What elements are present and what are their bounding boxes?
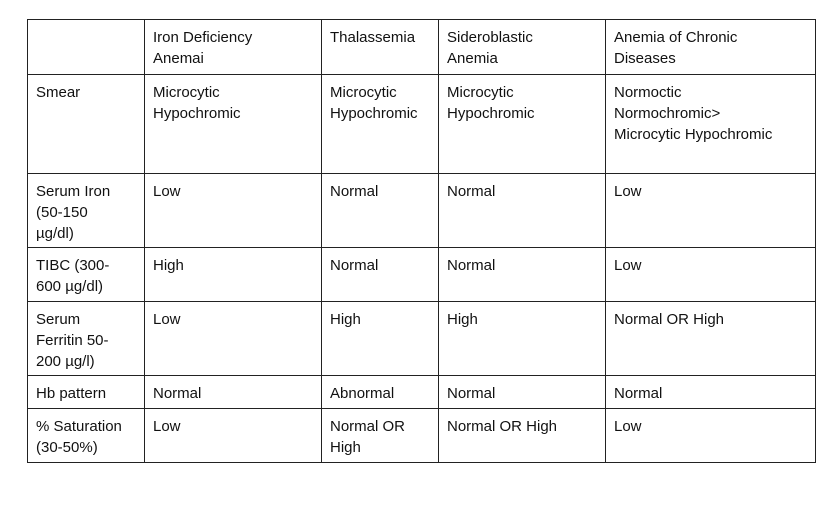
table-cell: Normal [606, 376, 816, 409]
table-row-tibc [28, 248, 816, 302]
table-row-saturation [28, 409, 816, 463]
header-cell-thalassemia: Thalassemia [322, 20, 439, 75]
table-cell: Normal OR High [606, 302, 816, 376]
row-label: TIBC (300- 600 µg/dl) [28, 248, 145, 302]
table-cell: Normal [439, 376, 606, 409]
header-cell-iron-deficiency: Iron Deficiency Anemai [145, 20, 322, 75]
table-cell: Normal OR High [439, 409, 606, 463]
table-row-serum-iron [28, 174, 816, 248]
table-cell: High [145, 248, 322, 302]
table-cell: Abnormal [322, 376, 439, 409]
header-cell-sideroblastic: Sideroblastic Anemia [439, 20, 606, 75]
table-cell: Microcytic Hypochromic [145, 75, 322, 174]
row-label: % Saturation (30-50%) [28, 409, 145, 463]
table-cell: Normal [322, 248, 439, 302]
table-cell: Low [145, 409, 322, 463]
table-cell: Low [145, 302, 322, 376]
table-row-hb-pattern [28, 376, 816, 409]
table-cell: Microcytic Hypochromic [322, 75, 439, 174]
table-cell: Normoctic Normochromic> Microcytic Hypochromic [606, 75, 816, 174]
table-cell: Normal [439, 174, 606, 248]
header-cell-empty [28, 20, 145, 75]
table-cell: High [439, 302, 606, 376]
table-row-smear [28, 75, 816, 174]
header-row [28, 20, 816, 75]
table-cell: Normal OR High [322, 409, 439, 463]
anemia-comparison-table [27, 19, 816, 463]
table-cell: High [322, 302, 439, 376]
table-row-serum-ferritin [28, 302, 816, 376]
row-label: Hb pattern [28, 376, 145, 409]
table-cell: Normal [439, 248, 606, 302]
row-label: Serum Iron (50-150 µg/dl) [28, 174, 145, 248]
header-cell-chronic-disease: Anemia of Chronic Diseases [606, 20, 816, 75]
table-cell: Low [606, 174, 816, 248]
table-cell: Normal [145, 376, 322, 409]
table-cell: Normal [322, 174, 439, 248]
table-cell: Low [145, 174, 322, 248]
row-label: Smear [28, 75, 145, 174]
table-cell: Low [606, 248, 816, 302]
row-label: Serum Ferritin 50- 200 µg/l) [28, 302, 145, 376]
table-cell: Microcytic Hypochromic [439, 75, 606, 174]
table-cell: Low [606, 409, 816, 463]
